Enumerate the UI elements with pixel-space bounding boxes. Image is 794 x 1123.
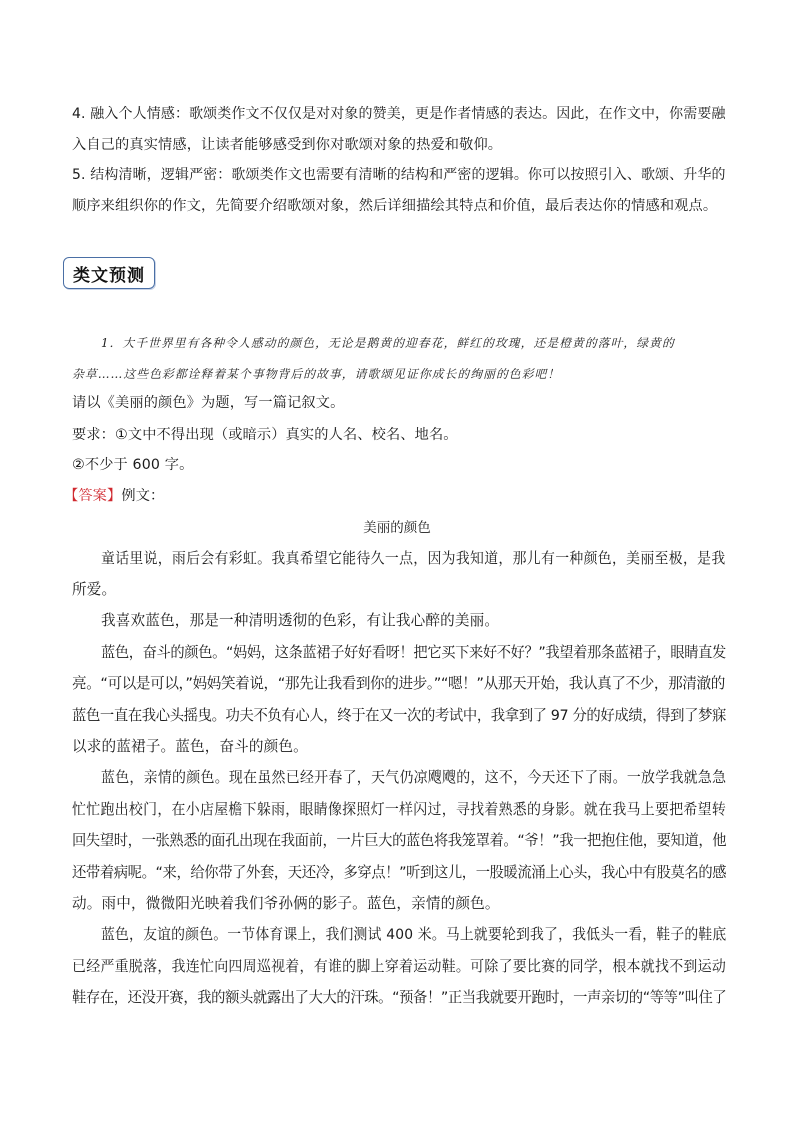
essay-title: 美丽的颜色 [363,520,431,536]
essay-line: 蓝色，奋斗的颜色。“妈妈，这条蓝裙子好好看呀！把它买下来好不好？”我望着那条蓝裙子，眼睛直发 [101,644,726,661]
prompt-line-2: 杂草……这些色彩都诠释着某个事物背后的故事，请歌颂见证你成长的绚丽的色彩吧！ [72,367,561,381]
essay-line: 还带着病呢。“来，给你带了外套，天还冷，多穿点！”听到这儿，一股暖流涌上心头，我心中有股莫名的感 [72,864,727,881]
essay-line: 我喜欢蓝色，那是一种清明透彻的色彩，有让我心醉的美丽。 [101,612,500,629]
essay-line: 回失望时，一张熟悉的面孔出现在我面前，一片巨大的蓝色将我笼罩着。“爷！”我一把抱住他，要知道，他 [72,832,727,849]
tip-4-line-1: 4. 融入个人情感：歌颂类作文不仅仅是对对象的赞美，更是作者情感的表达。因此，在作文中，你需要融 [72,106,726,122]
tip-5-line-2: 顺序来组织你的作文，先简要介绍歌颂对象，然后详细描绘其特点和价值，最后表达你的情感和观点。 [72,198,718,214]
essay-line: 童话里说，雨后会有彩虹。我真希望它能待久一点，因为我知道，那儿有一种颜色，美丽至极，是我 [101,550,726,567]
prompt-line-1: 1．大千世界里有各种令人感动的颜色，无论是鹅黄的迎春花，鲜红的玫瑰，还是橙黄的落叶，绿黄的 [101,336,675,350]
requirement-1: 要求：①文中不得出现（或暗示）真实的人名、校名、地名。 [72,427,458,443]
essay-line: 忙忙跑出校门，在小店屋檐下躲雨，眼睛像探照灯一样闪过，寻找着熟悉的身影。就在我马上要把希望转 [72,801,727,818]
answer-suffix: 例文： [121,488,165,504]
essay-line: 蓝色，友谊的颜色。一节体育课上，我们测试 400 米。马上就要轮到我了，我低头一看，鞋子的鞋底 [101,926,727,943]
essay-line: 鞋存在，还没开赛，我的额头就露出了大大的汗珠。“预备！”正当我就要开跑时，一声亲切的“等等”叫住了 [72,989,727,1006]
essay-line: 动。雨中，微微阳光映着我们爷孙俩的影子。蓝色，亲情的颜色。 [72,895,500,912]
task-instruction: 请以《美丽的颜色》为题，写一篇记叙文。 [72,395,345,411]
essay-line: 以求的蓝裙子。蓝色，奋斗的颜色。 [72,738,308,755]
essay-line: 蓝色，亲情的颜色。现在虽然已经开春了，天气仍凉飕飕的，这不，今天还下了雨。一放学我就急急 [101,769,727,786]
answer-line [64,486,164,506]
essay-line: 已经严重脱落，我连忙向四周巡视着，有谁的脚上穿着运动鞋。可除了要比赛的同学，根本就找不到运动 [72,958,727,975]
requirement-2: ②不少于 600 字。 [72,457,194,473]
essay-line: 亮。“可以是可以，”妈妈笑着说，“那先让我看到你的进步。”“嗯！”从那天开始，我认真了不少，那清澈的 [72,675,725,692]
essay-line: 蓝色一直在我心头摇曳。功夫不负有心人，终于在又一次的考试中，我拿到了 97 分的好成绩，得到了梦寐 [72,707,727,724]
tip-4-line-2: 入自己的真实情感，让读者能够感受到你对歌颂对象的热爱和敬仰。 [72,137,503,153]
tip-5-line-1: 5. 结构清晰，逻辑严密：歌颂类作文也需要有清晰的结构和严密的逻辑。你可以按照引入、歌颂、升华的 [72,167,726,183]
answer-tag: 【答案】 [64,488,122,504]
essay-line: 所爱。 [72,581,117,598]
section-badge: 类文预测 [63,257,155,289]
